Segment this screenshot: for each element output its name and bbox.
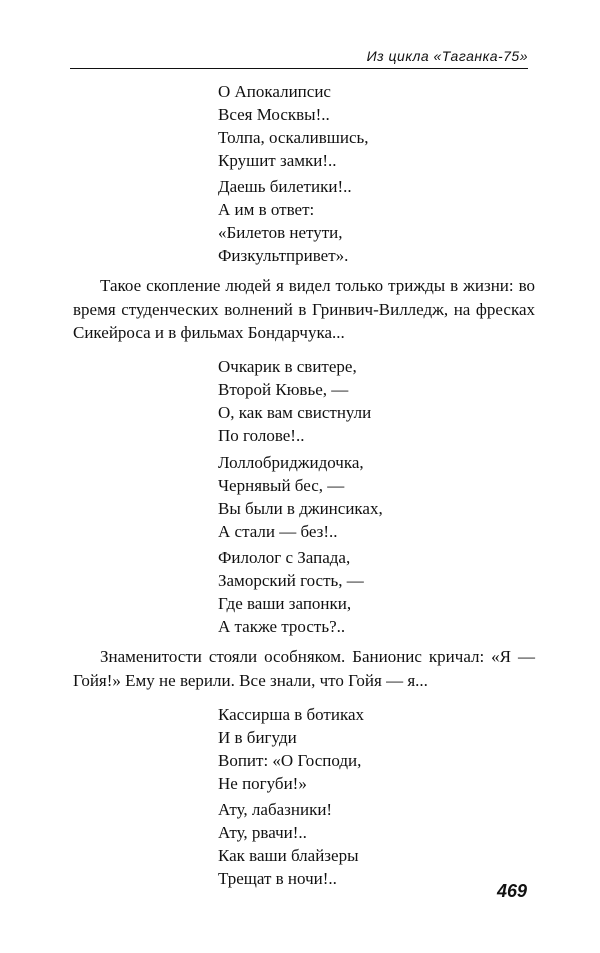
verse-line: А стали — без!.. [218, 522, 338, 541]
stanza [218, 798, 359, 890]
stanza [218, 355, 371, 447]
stanza [218, 451, 383, 543]
verse-line: Лоллобриджидочка, [218, 453, 364, 472]
verse-line: Чернявый бес, — [218, 476, 345, 495]
verse-line: Крушит замки!.. [218, 151, 337, 170]
verse-line: Очкарик в свитере, [218, 357, 357, 376]
verse-line: А им в ответ: [218, 200, 315, 219]
verse-line: Физкультпривет». [218, 246, 349, 265]
verse-line: Вопит: «О Господи, [218, 751, 362, 770]
prose-paragraph: Знаменитости стояли особняком. Банионис кричал: «Я — Гойя!» Ему не верили. Все знали, что Гойя — я... [73, 647, 535, 690]
verse-line: Даешь билетики!.. [218, 177, 352, 196]
verse-line: А также трость?.. [218, 617, 346, 636]
verse-line: Всея Москвы!.. [218, 105, 330, 124]
verse-line: Заморский гость, — [218, 571, 364, 590]
verse-line: Ату, лабазники! [218, 800, 333, 819]
verse-line: Как ваши блайзеры [218, 846, 359, 865]
verse-line: О, как вам свистнули [218, 403, 372, 422]
verse-line: Кассирша в ботиках [218, 705, 365, 724]
verse-line: Где ваши запонки, [218, 594, 352, 613]
stanza [218, 175, 352, 267]
stanza [218, 80, 369, 172]
verse-line: Толпа, оскалившись, [218, 128, 369, 147]
verse-line: Филолог с Запада, [218, 548, 351, 567]
verse-line: Трещат в ночи!.. [218, 869, 337, 888]
verse-line: О Апокалипсис [218, 82, 331, 101]
verse-line: По голове!.. [218, 426, 305, 445]
page-number: 469 [496, 881, 527, 901]
running-title: Из цикла «Таганка-75» [70, 48, 528, 69]
verse-line: «Билетов нетути, [218, 223, 343, 242]
verse-line: И в бигуди [218, 728, 297, 747]
verse-line: Не погуби!» [218, 774, 307, 793]
prose-paragraph: Такое скопление людей я видел только трижды в жизни: во время студенческих волнений в Гринвич-Вилледж, на фресках Сикейроса и в фильмах Бондарчука... [73, 276, 535, 342]
verse-line: Ату, рвачи!.. [218, 823, 307, 842]
stanza [218, 546, 364, 638]
verse-line: Второй Кювье, — [218, 380, 349, 399]
stanza [218, 703, 364, 795]
verse-line: Вы были в джинсиках, [218, 499, 383, 518]
